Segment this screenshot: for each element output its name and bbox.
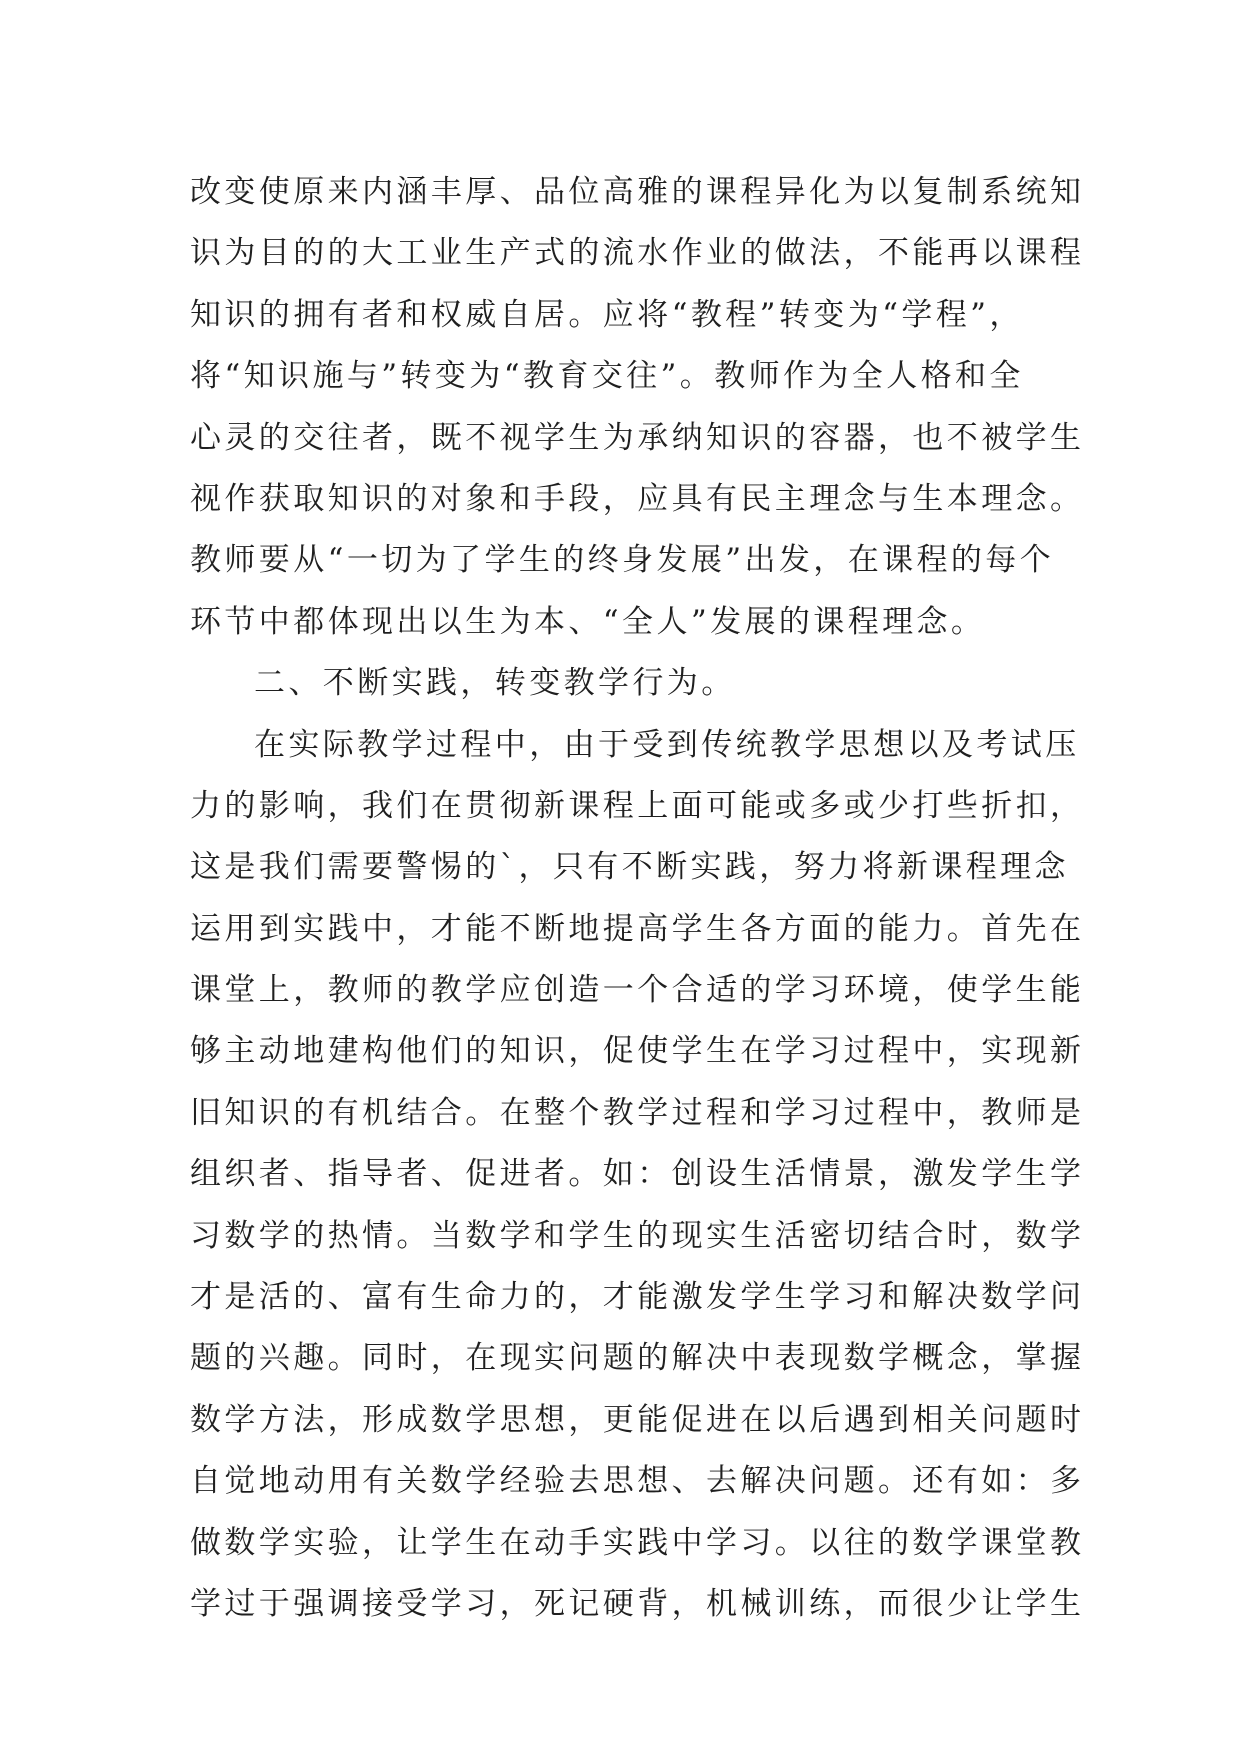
body-text bbox=[190, 162, 1085, 1635]
text-line: 心灵的交往者，既不视学生为承纳知识的容器，也不被学生 bbox=[190, 419, 1085, 456]
text-line: 在实际教学过程中，由于受到传统教学思想以及考试压 bbox=[254, 726, 1080, 763]
text-line: 习数学的热情。当数学和学生的现实生活密切结合时，数学 bbox=[190, 1217, 1085, 1254]
text-line: 改变使原来内涵丰厚、品位高雅的课程异化为以复制系统知 bbox=[190, 174, 1085, 210]
text-line: 环节中都体现出以生为本、“全人”发展的课程理念。 bbox=[190, 603, 986, 640]
text-line: 运用到实践中，才能不断地提高学生各方面的能力。首先在 bbox=[190, 910, 1085, 947]
text-line: 将“知识施与”转变为“教育交往”。教师作为全人格和全 bbox=[190, 358, 1024, 395]
text-line: 力的影响，我们在贯彻新课程上面可能或多或少打些折扣， bbox=[190, 787, 1085, 824]
text-line: 知识的拥有者和权威自居。应将“教程”转变为“学程”， bbox=[190, 296, 1024, 333]
text-line: 二、不断实践，转变教学行为。 bbox=[254, 665, 736, 702]
text-line: 做数学实验，让学生在动手实践中学习。以往的数学课堂教 bbox=[190, 1524, 1085, 1561]
text-line: 教师要从“一切为了学生的终身发展”出发，在课程的每个 bbox=[190, 542, 1055, 579]
text-line: 视作获取知识的对象和手段，应具有民主理念与生本理念。 bbox=[190, 480, 1085, 517]
text-line: 才是活的、富有生命力的，才能激发学生学习和解决数学问 bbox=[190, 1279, 1085, 1316]
text-line: 学过于强调接受学习，死记硬背，机械训练，而很少让学生 bbox=[190, 1585, 1085, 1622]
text-line: 自觉地动用有关数学经验去思想、去解决问题。还有如：多 bbox=[190, 1463, 1085, 1500]
text-line: 旧知识的有机结合。在整个教学过程和学习过程中，教师是 bbox=[190, 1094, 1085, 1131]
text-line: 课堂上，教师的教学应创造一个合适的学习环境，使学生能 bbox=[190, 972, 1085, 1009]
text-line: 识为目的的大工业生产式的流水作业的做法，不能再以课程 bbox=[190, 235, 1085, 272]
text-line: 组织者、指导者、促进者。如：创设生活情景，激发学生学 bbox=[190, 1156, 1085, 1193]
text-line: 题的兴趣。同时，在现实问题的解决中表现数学概念，掌握 bbox=[190, 1340, 1085, 1377]
text-line: 这是我们需要警惕的`，只有不断实践，努力将新课程理念 bbox=[190, 849, 1069, 886]
text-line: 够主动地建构他们的知识，促使学生在学习过程中，实现新 bbox=[190, 1033, 1085, 1070]
text-line: 数学方法，形成数学思想，更能促进在以后遇到相关问题时 bbox=[190, 1401, 1085, 1438]
